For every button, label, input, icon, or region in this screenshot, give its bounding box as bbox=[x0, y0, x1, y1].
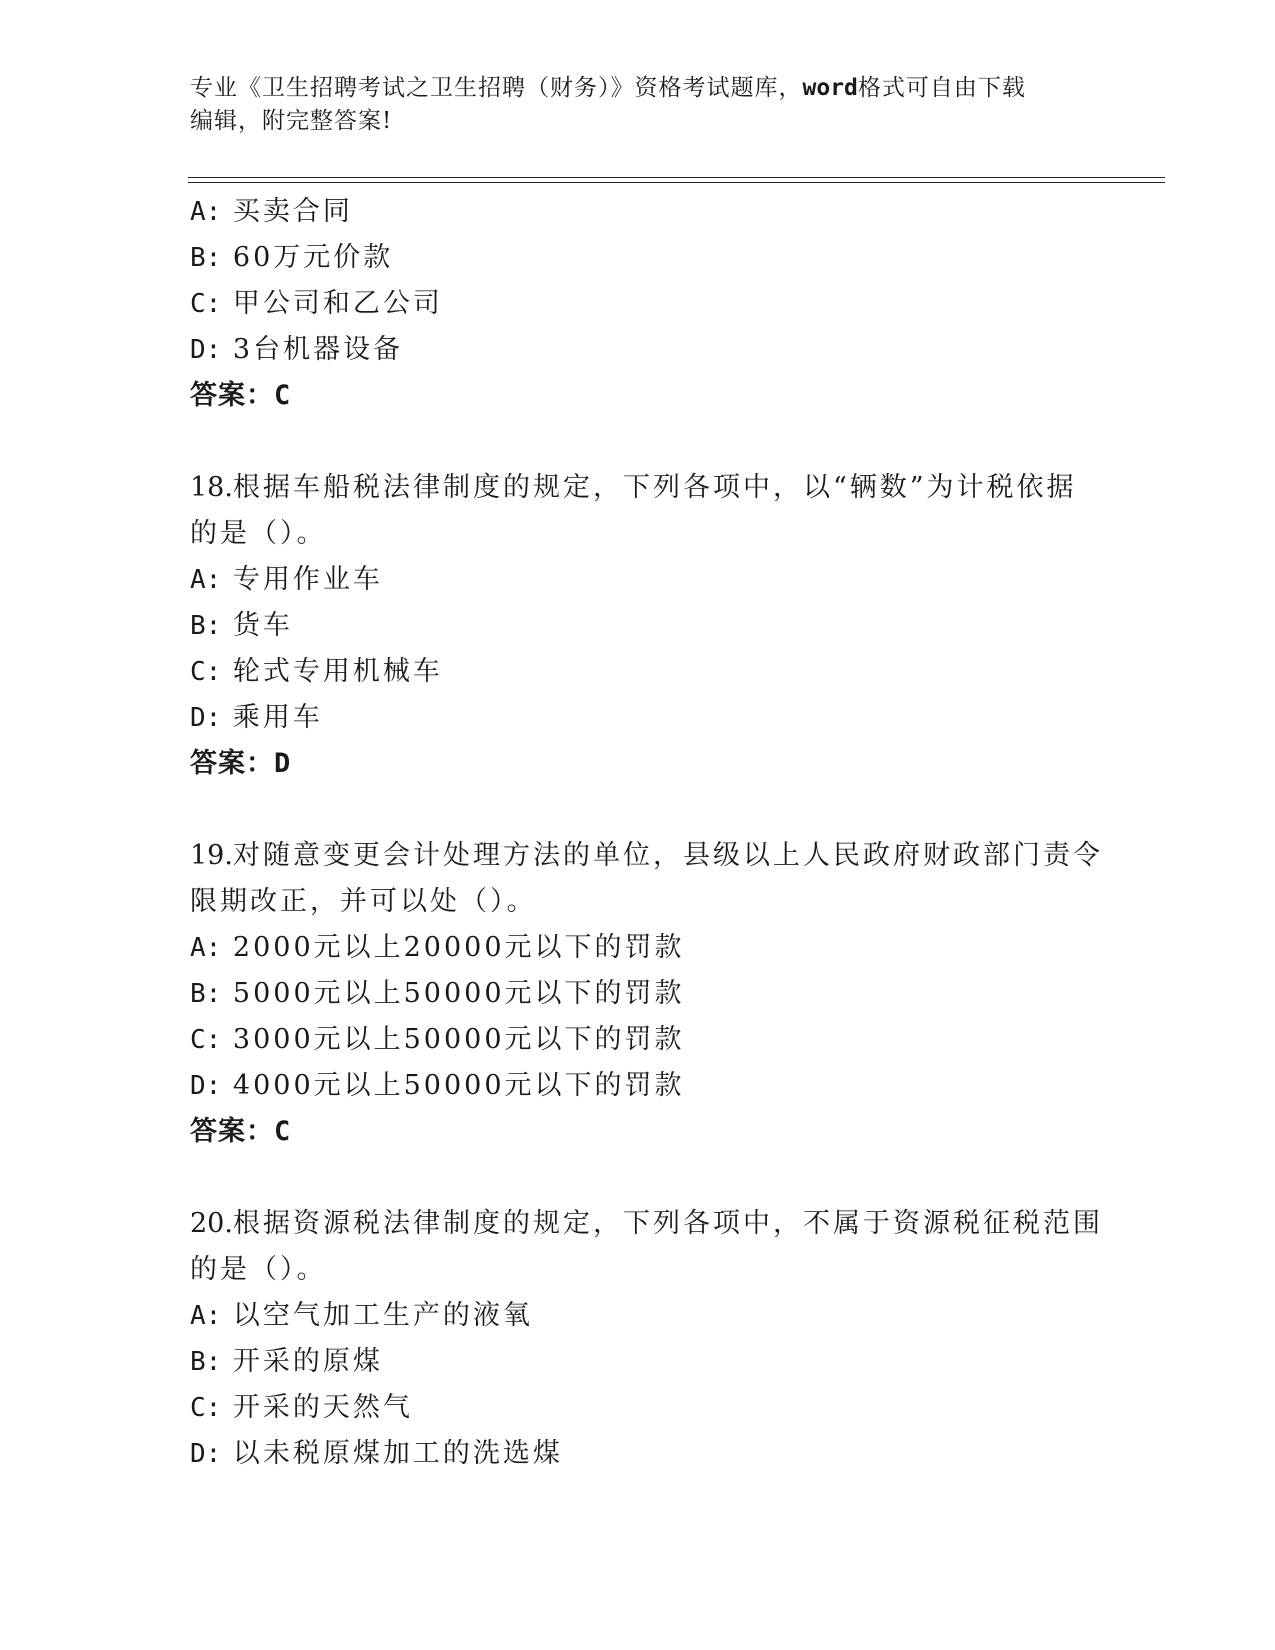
question-19 bbox=[190, 833, 1103, 1155]
question-text: 根据资源税法律制度的规定，下列各项中，不属于资源税征税范围 bbox=[232, 1208, 1103, 1239]
header-line-1 bbox=[190, 72, 1090, 105]
option-letter: D: bbox=[190, 703, 222, 733]
option-text: 4000元以上50000元以下的罚款 bbox=[232, 1070, 685, 1101]
option-letter: C: bbox=[190, 1025, 222, 1055]
question-18 bbox=[190, 465, 1090, 787]
option-text: 买卖合同 bbox=[232, 196, 353, 227]
question-number: 19. bbox=[190, 840, 233, 871]
option-letter: C: bbox=[190, 1393, 222, 1423]
option-c bbox=[190, 1385, 1090, 1431]
answer-line bbox=[190, 741, 1090, 787]
option-text: 轮式专用机械车 bbox=[232, 656, 443, 687]
header-divider-top bbox=[188, 177, 1165, 178]
option-b bbox=[190, 603, 1090, 649]
spacer bbox=[190, 787, 1090, 833]
option-letter: B: bbox=[190, 611, 222, 641]
header-text-word: word bbox=[802, 75, 858, 101]
option-c bbox=[190, 1017, 1090, 1063]
question-text: 根据车船税法律制度的规定，下列各项中，以“辆数”为计税依据 bbox=[232, 472, 1077, 503]
option-letter: B: bbox=[190, 1347, 222, 1377]
question-stem-line-2: 的是（）。 bbox=[190, 1254, 327, 1285]
option-text: 60万元价款 bbox=[232, 242, 394, 273]
option-c bbox=[190, 649, 1090, 695]
question-stem-line-1 bbox=[190, 833, 1103, 879]
question-list bbox=[190, 189, 1103, 1477]
option-text: 以未税原煤加工的洗选煤 bbox=[232, 1438, 563, 1469]
question-20 bbox=[190, 1201, 1103, 1477]
header-text-pre: 专业《卫生招聘考试之卫生招聘（财务）》资格考试题库， bbox=[190, 75, 803, 101]
option-letter: B: bbox=[190, 243, 222, 273]
option-b bbox=[190, 1339, 1090, 1385]
question-stem-line-1 bbox=[190, 1201, 1103, 1247]
answer-value: C bbox=[274, 380, 292, 411]
answer-label: 答案： bbox=[190, 1116, 274, 1147]
option-text: 5000元以上50000元以下的罚款 bbox=[232, 978, 685, 1009]
option-letter: A: bbox=[190, 197, 222, 227]
answer-label: 答案： bbox=[190, 748, 274, 779]
option-a bbox=[190, 189, 1090, 235]
option-letter: B: bbox=[190, 979, 222, 1009]
option-letter: A: bbox=[190, 933, 222, 963]
option-letter: D: bbox=[190, 335, 222, 365]
question-stem-line-2: 限期改正，并可以处（）。 bbox=[190, 886, 537, 917]
answer-line bbox=[190, 373, 1090, 419]
option-text: 2000元以上20000元以下的罚款 bbox=[232, 932, 685, 963]
option-d bbox=[190, 695, 1090, 741]
option-letter: D: bbox=[190, 1071, 222, 1101]
option-a bbox=[190, 557, 1090, 603]
answer-line bbox=[190, 1109, 1090, 1155]
option-text: 货车 bbox=[232, 610, 293, 641]
option-a bbox=[190, 1293, 1090, 1339]
option-text: 3000元以上50000元以下的罚款 bbox=[232, 1024, 685, 1055]
option-letter: D: bbox=[190, 1439, 222, 1469]
option-text: 乘用车 bbox=[232, 702, 323, 733]
option-letter: A: bbox=[190, 565, 222, 595]
header-divider-bottom bbox=[188, 182, 1165, 183]
option-d bbox=[190, 1063, 1090, 1109]
option-d bbox=[190, 1431, 1090, 1477]
header-text-post: 格式可自由下载 bbox=[857, 75, 1026, 101]
question-number: 18. bbox=[190, 472, 233, 503]
question-stem-line-1 bbox=[190, 465, 1090, 511]
option-text: 以空气加工生产的液氧 bbox=[232, 1300, 533, 1331]
option-a bbox=[190, 925, 1090, 971]
option-letter: C: bbox=[190, 657, 222, 687]
spacer bbox=[190, 1155, 1090, 1201]
option-text: 3台机器设备 bbox=[232, 334, 404, 365]
option-letter: C: bbox=[190, 289, 222, 319]
option-b bbox=[190, 235, 1090, 281]
answer-label: 答案： bbox=[190, 380, 274, 411]
prev-question bbox=[190, 189, 1090, 419]
option-d bbox=[190, 327, 1090, 373]
option-b bbox=[190, 971, 1090, 1017]
question-stem-line-2: 的是（）。 bbox=[190, 518, 327, 549]
header-line-2: 编辑，附完整答案! bbox=[190, 108, 393, 134]
answer-value: C bbox=[274, 1116, 292, 1147]
option-text: 开采的原煤 bbox=[232, 1346, 383, 1377]
option-text: 甲公司和乙公司 bbox=[232, 288, 443, 319]
document-header bbox=[190, 72, 1090, 138]
option-c bbox=[190, 281, 1090, 327]
option-letter: A: bbox=[190, 1301, 222, 1331]
option-text: 专用作业车 bbox=[232, 564, 383, 595]
answer-value: D bbox=[274, 748, 292, 779]
option-text: 开采的天然气 bbox=[232, 1392, 413, 1423]
question-text: 对随意变更会计处理方法的单位，县级以上人民政府财政部门责令 bbox=[232, 840, 1103, 871]
spacer bbox=[190, 419, 1090, 465]
question-number: 20. bbox=[190, 1208, 233, 1239]
